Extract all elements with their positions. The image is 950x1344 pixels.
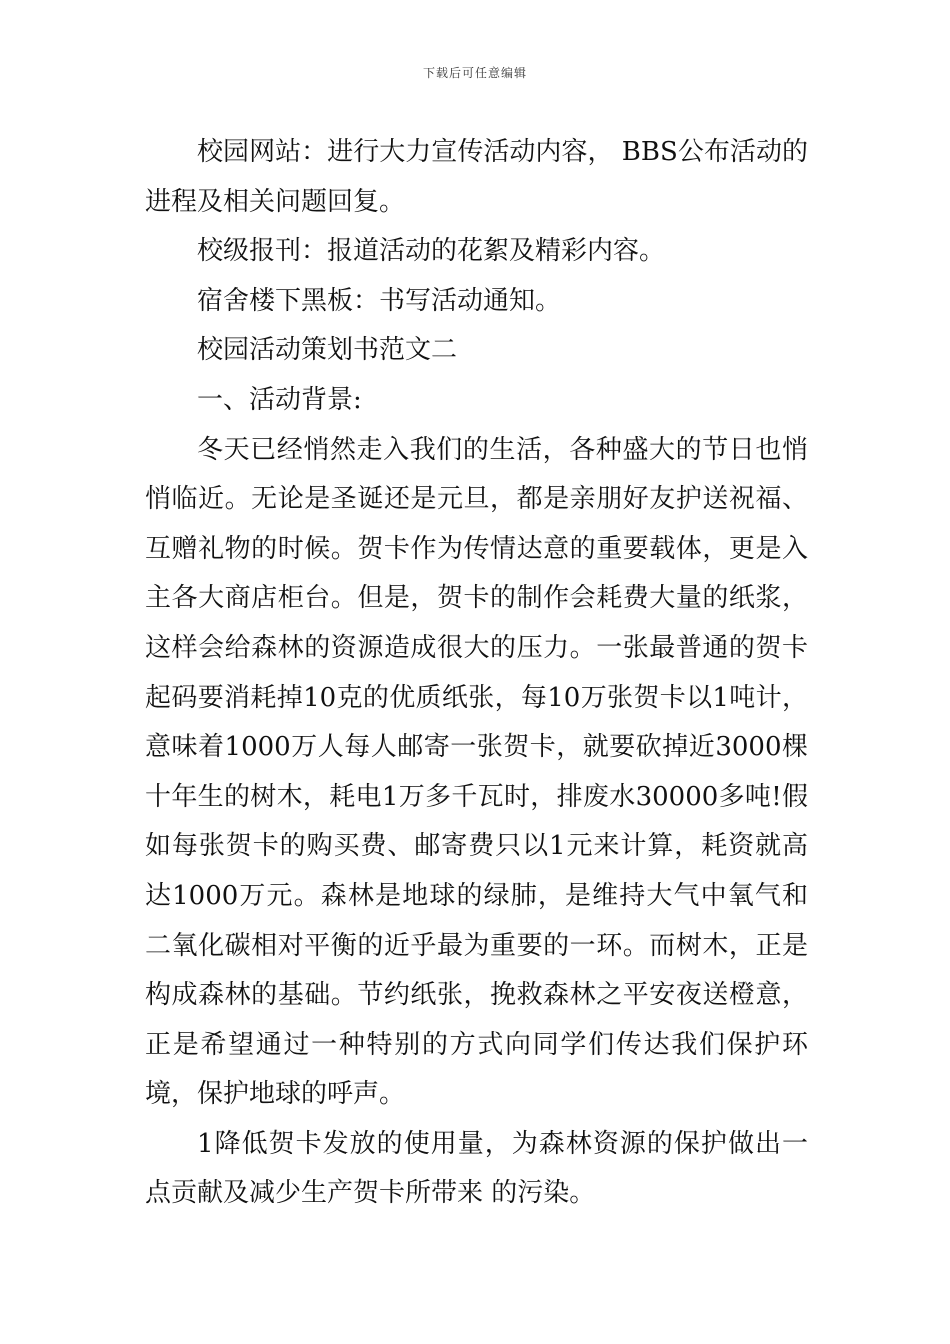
section-heading-background: 一、活动背景: <box>197 384 362 415</box>
page-header: 下载后可任意编辑 <box>422 66 527 80</box>
paragraph-background: 冬天已经悄然走入我们的生活，各种盛大的节日也悄悄临近。无论是圣诞还是元旦，都是亲朋好友护送祝福、互赠礼物的时候。贺卡作为传情达意的重要载体，更是入主各大商店柜台。但是，贺卡的制作会耗费大量的纸浆，这样会给森林的资源造成很大的压力。一张最普通的贺卡起码要消耗掉10克的优质纸张，每10万张贺卡以1吨计，意味着1000万人每人邮寄一张贺卡，就要砍掉近3000棵十年生的树木，耗电1万多千瓦时，排废水30000多吨!假如每张贺卡的购买费、邮寄费只以1元来计算，耗资就高达1000万元。森林是地球的绿肺，是维持大气中氧气和二氧化碳相对平衡的近乎最为重要的一环。而树木，正是构成森林的基础。节约纸张，挽救森林之平安夜送橙意，正是希望通过一种特别的方式向同学们传达我们保护环境，保护地球的呼声。 <box>145 434 808 1110</box>
paragraph-dorm-blackboard: 宿舍楼下黑板：书写活动通知。 <box>197 285 562 316</box>
section-title: 校园活动策划书范文二 <box>197 335 458 366</box>
document-body <box>145 128 808 1219</box>
paragraph-school-newspaper: 校级报刊：报道活动的花絮及精彩内容。 <box>197 236 666 267</box>
paragraph-goal-1: 1降低贺卡发放的使用量，为森林资源的保护做出一点贡献及减少生产贺卡所带来 的污染。 <box>145 1128 808 1209</box>
paragraph-campus-website: 校园网站：进行大力宣传活动内容， BBS公布活动的进程及相关问题回复。 <box>145 137 808 217</box>
